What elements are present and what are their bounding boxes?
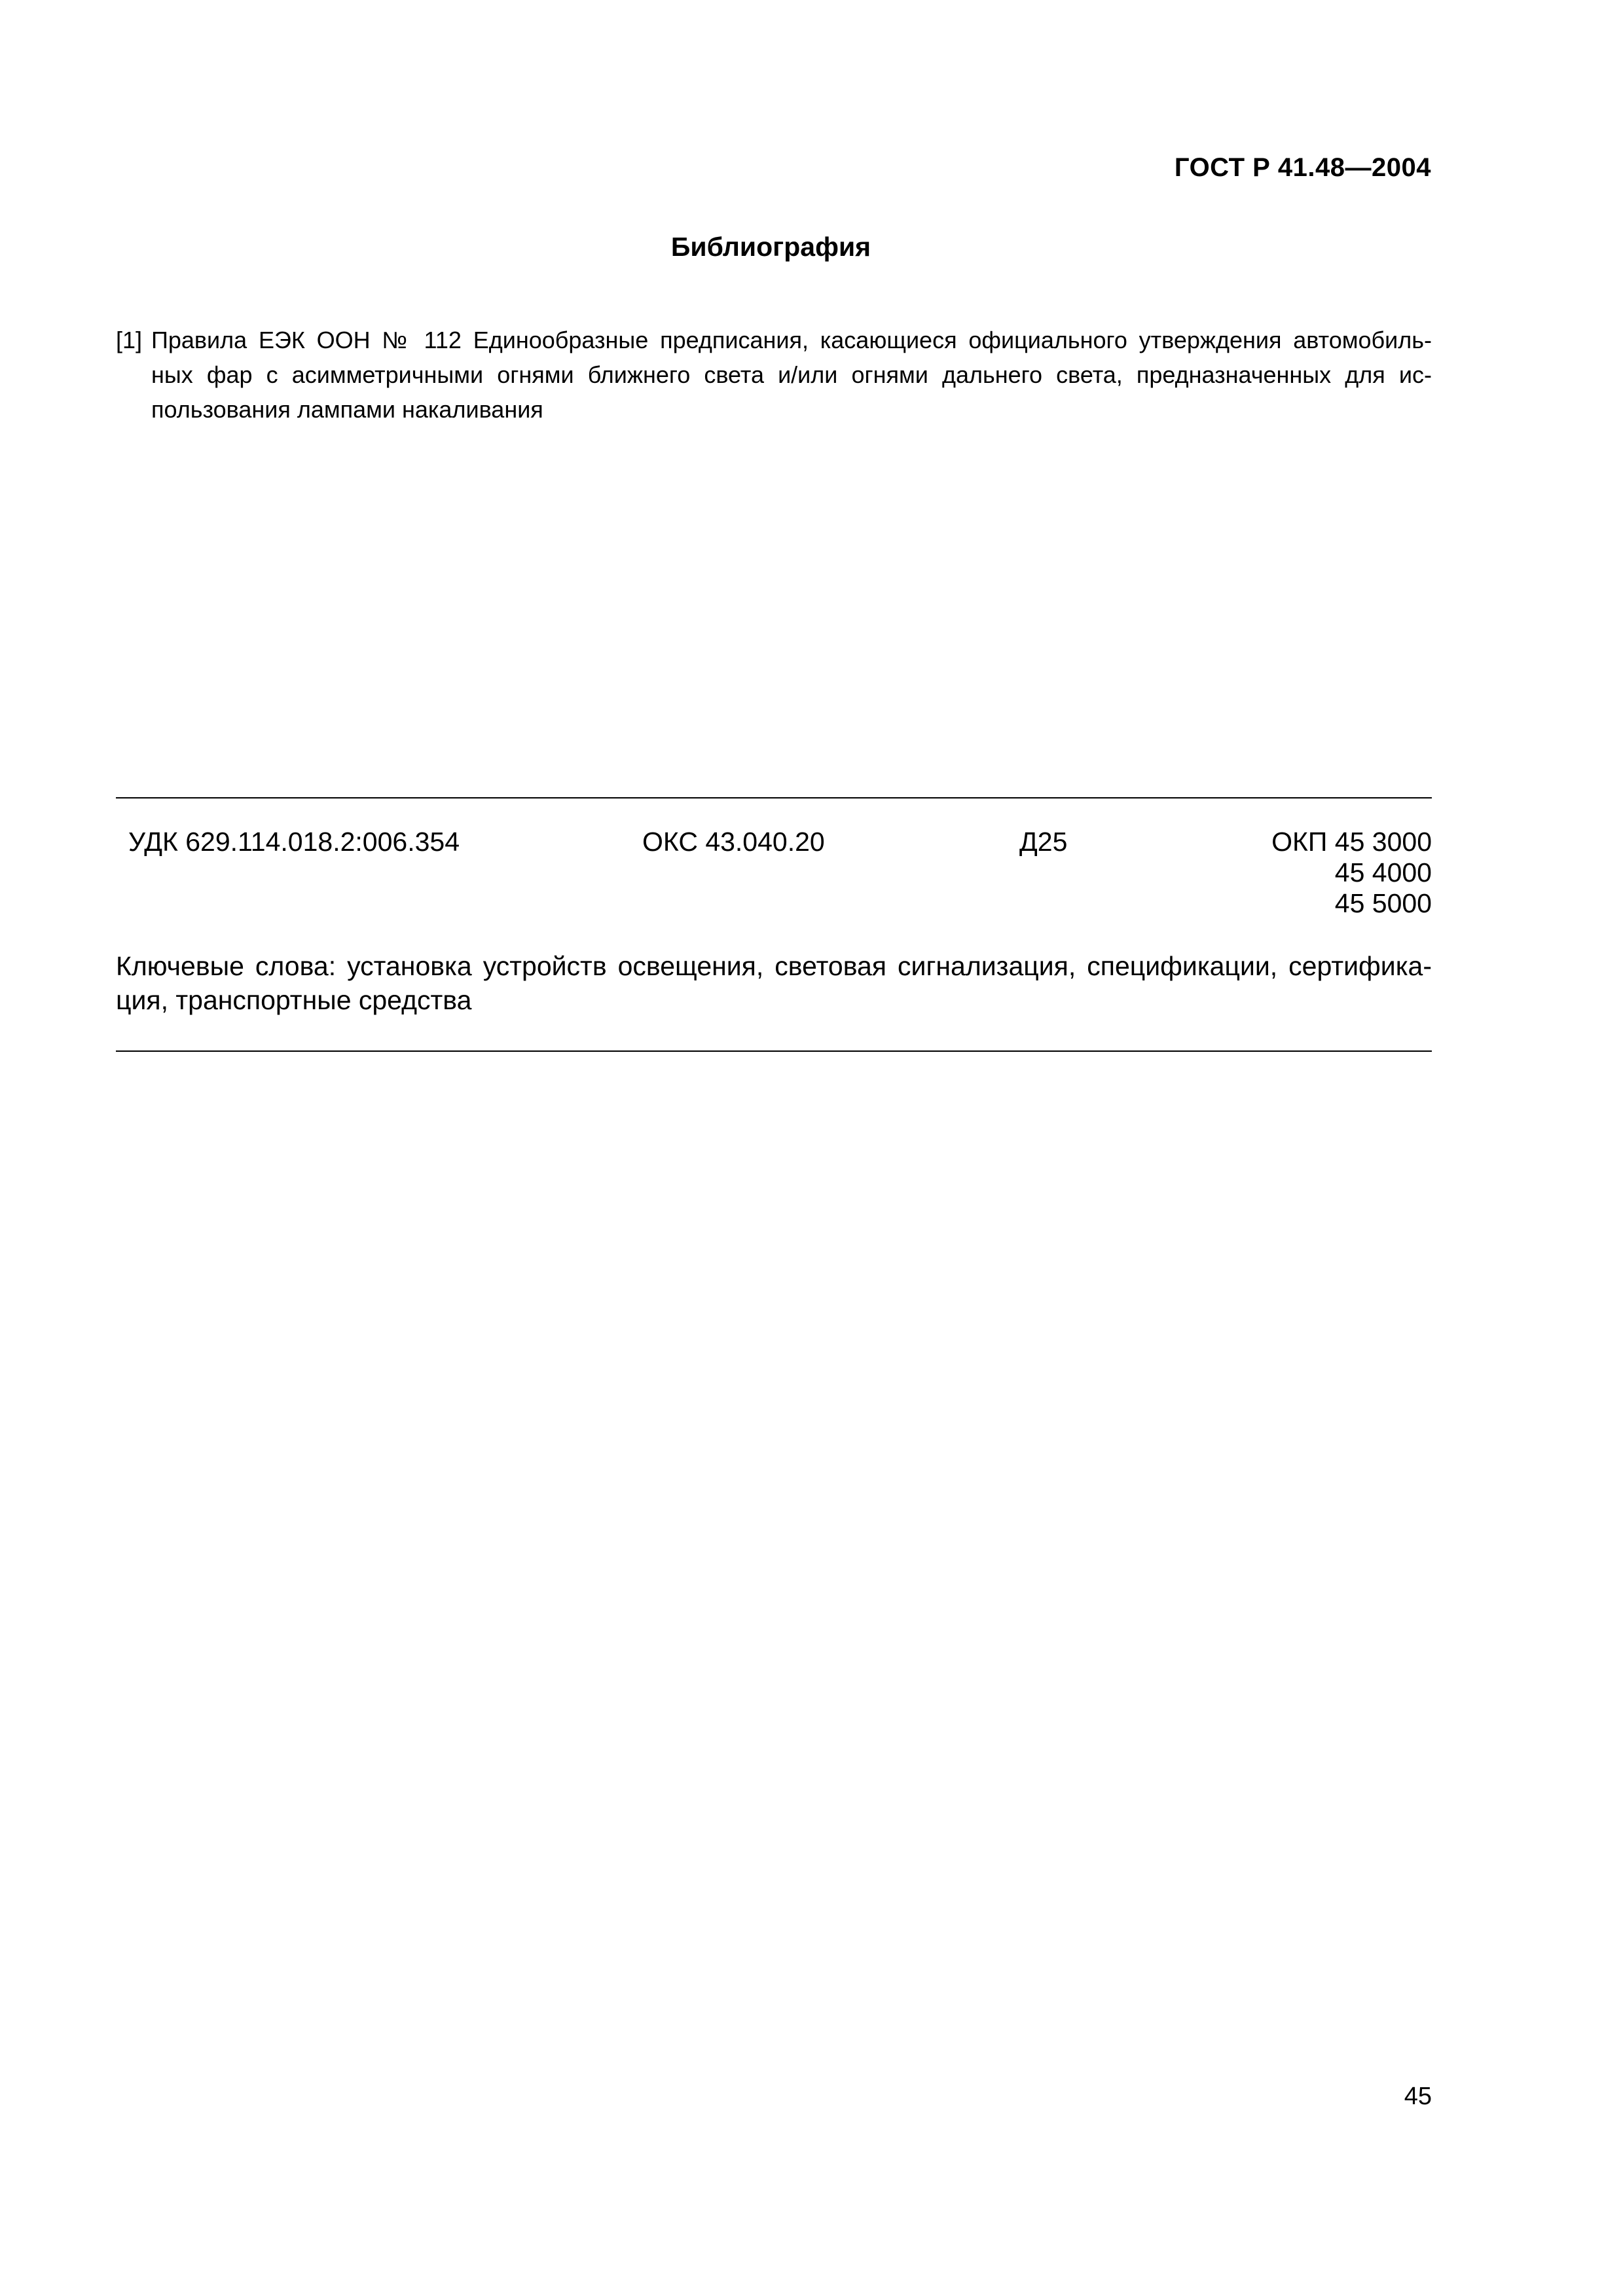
bibliography-entry-line: ных фар с асимметричными огнями ближнего света и/или огнями дальнего света, предназначенных для ис- xyxy=(151,361,1432,388)
document-code: ГОСТ Р 41.48—2004 xyxy=(1174,153,1431,182)
d-code: Д25 xyxy=(1019,827,1068,857)
oks-code: ОКС 43.040.20 xyxy=(642,827,825,857)
bibliography-entry-line: пользования лампами накаливания xyxy=(151,396,543,423)
udk-code: УДК 629.114.018.2:006.354 xyxy=(128,827,460,857)
okp-code-line: ОКП 45 3000 xyxy=(1271,827,1432,857)
okp-codes xyxy=(1271,827,1432,919)
bibliography-entry-line: Правила ЕЭК ООН № 112 Единообразные предписания, касающиеся официального утверждения автомобиль- xyxy=(151,327,1432,353)
divider-bottom xyxy=(116,1050,1432,1052)
keywords-line: ция, транспортные средства xyxy=(116,985,472,1015)
okp-code-line: 45 4000 xyxy=(1334,857,1432,888)
keywords-block xyxy=(116,949,1432,1017)
okp-code-line: 45 5000 xyxy=(1334,888,1432,918)
bibliography-entry-number: [1] xyxy=(116,327,143,353)
bibliography-entry-text xyxy=(116,323,1432,427)
page-number: 45 xyxy=(1404,2083,1432,2110)
section-title: Библиография xyxy=(670,232,871,262)
divider-top xyxy=(116,797,1432,798)
bibliography-entry xyxy=(116,323,1432,427)
keywords-line: Ключевые слова: установка устройств освещения, световая сигнализация, спецификации, сертифика- xyxy=(116,951,1432,981)
